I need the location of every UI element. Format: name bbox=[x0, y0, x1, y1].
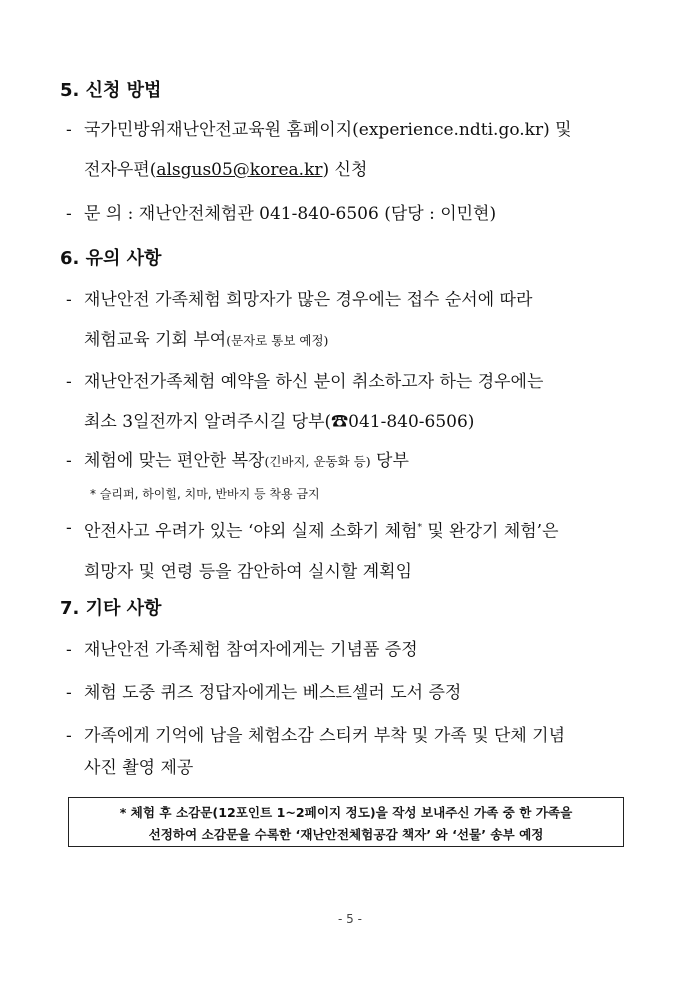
other-3-line-1: 가족에게 기억에 남을 체험소감 스티커 부착 및 가족 및 단체 기념 bbox=[84, 726, 566, 746]
bullet-dash: - bbox=[66, 683, 72, 703]
review-notice-line-2: 선정하여 소감문을 수록한 ‘재난안전체험공감 책자’ 와 ‘선물’ 송부 예정 bbox=[148, 827, 544, 842]
notice-1-line-2: 체험교육 기회 부여(문자로 통보 예정) bbox=[84, 330, 329, 350]
notice-item-3 bbox=[66, 441, 630, 482]
section-6-heading: 6. 유의 사항 bbox=[60, 248, 162, 269]
notice-2-line-2: 최소 3일전까지 알려주시길 당부(☎041-840-6506) bbox=[84, 412, 475, 432]
bullet-dash: - bbox=[66, 640, 72, 660]
notice-2-line-1: 재난안전가족체험 예약을 하신 분이 취소하고자 하는 경우에는 bbox=[84, 372, 544, 392]
other-item-2 bbox=[66, 673, 630, 713]
other-item-3 bbox=[66, 716, 630, 788]
contact-text: 문 의 : 재난안전체험관 041-840-6506 (담당 : 이민현) bbox=[84, 204, 497, 224]
page-number: - 5 - bbox=[338, 912, 362, 926]
notice-4-line-1: 안전사고 우려가 있는 ‘야외 실제 소화기 체험* 및 완강기 체험’은 bbox=[84, 521, 559, 542]
bullet-dash: - bbox=[66, 204, 72, 224]
section-5-heading: 5. 신청 방법 bbox=[60, 80, 162, 101]
notice-4-line-2: 희망자 및 연령 등을 감안하여 실시할 계획임 bbox=[84, 561, 413, 582]
notice-1-line-1: 재난안전 가족체험 희망자가 많은 경우에는 접수 순서에 따라 bbox=[84, 290, 533, 310]
bullet-dash: - bbox=[66, 451, 72, 471]
contact-item bbox=[66, 194, 630, 234]
notice-3-line: 체험에 맞는 편안한 복장(긴바지, 운동화 등) 당부 bbox=[84, 451, 409, 471]
notice-item-2 bbox=[66, 362, 630, 442]
bullet-dash: - bbox=[66, 518, 72, 538]
other-1-text: 재난안전 가족체험 참여자에게는 기념품 증정 bbox=[84, 640, 418, 660]
section-7-heading: 7. 기타 사항 bbox=[60, 598, 162, 619]
apply-line-2: 전자우편(alsgus05@korea.kr) 신청 bbox=[84, 160, 368, 180]
other-2-text: 체험 도중 퀴즈 정답자에게는 베스트셀러 도서 증정 bbox=[84, 683, 462, 703]
apply-line-1: 국가민방위재난안전교육원 홈페이지(experience.ndti.go.kr) 및 bbox=[84, 120, 572, 140]
bullet-dash: - bbox=[66, 290, 72, 310]
notice-3-footnote: * 슬리퍼, 하이힐, 치마, 반바지 등 착용 금지 bbox=[90, 487, 320, 501]
notice-item-1 bbox=[66, 280, 630, 361]
review-notice-box bbox=[68, 797, 624, 847]
email-link[interactable]: alsgus05@korea.kr bbox=[156, 160, 323, 180]
other-3-line-2: 사진 촬영 제공 bbox=[84, 758, 194, 778]
bullet-dash: - bbox=[66, 120, 72, 140]
review-notice-line-1: * 체험 후 소감문(12포인트 1~2페이지 정도)을 작성 보내주신 가족 중 한 가족을 bbox=[119, 805, 573, 820]
apply-method-item bbox=[66, 110, 630, 190]
notice-item-4 bbox=[66, 508, 630, 592]
other-item-1 bbox=[66, 630, 630, 670]
bullet-dash: - bbox=[66, 726, 72, 746]
bullet-dash: - bbox=[66, 372, 72, 392]
